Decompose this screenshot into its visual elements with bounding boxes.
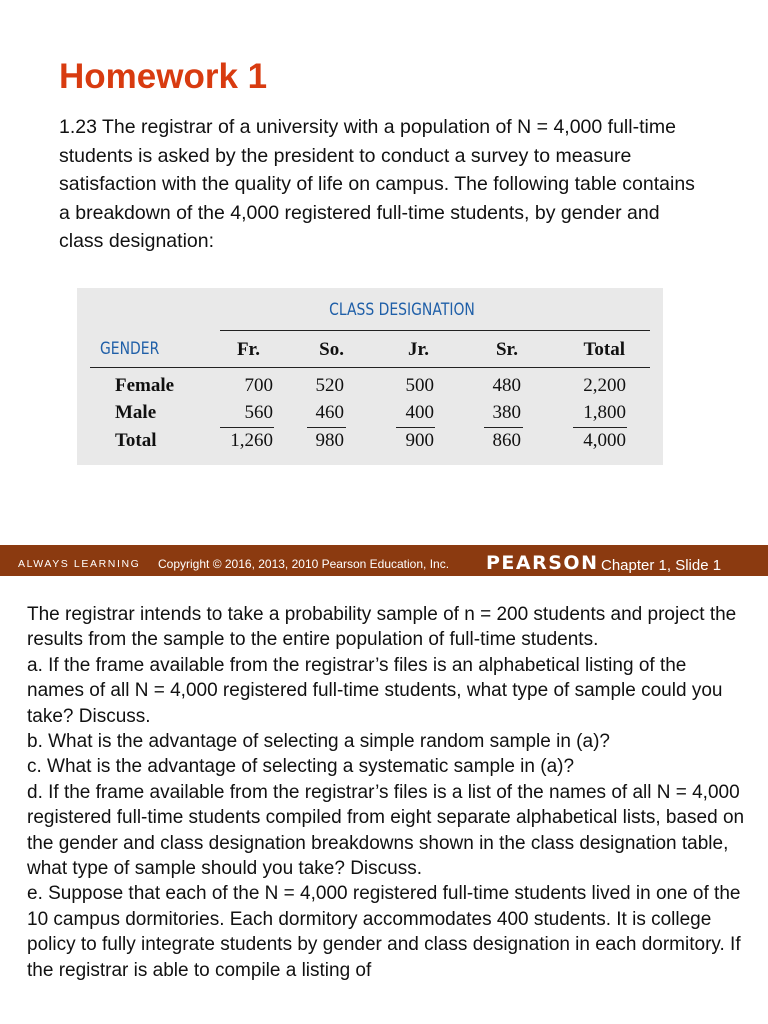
cell-total-jr: 900 [405,430,434,451]
question-b: b. What is the advantage of selecting a simple random sample in (a)? [27,731,610,753]
class-designation-header: CLASS DESIGNATION [329,300,475,320]
slide-title: Homework 1 [59,57,268,96]
col-header-sr: Sr. [495,339,518,360]
notes-paragraph: The registrar intends to take a probability sample of n = 200 students and project the results from the sample to the entire population of full-time students. [27,604,737,651]
cell-male-jr: 400 [405,402,434,423]
cell-male-sr: 380 [492,402,521,423]
question-c: c. What is the advantage of selecting a systematic sample in (a)? [27,756,575,778]
col-header-fr: Fr. [236,339,260,360]
sum-rule-jr [396,427,435,428]
problem-intro: 1.23 The registrar of a university with a population of N = 4,000 full-time students is asked by the president to conduct a survey to measure satisfaction with the quality of life on campus. The following table contains a breakdown of the 4,000 registered full-time students, by gender and class designation: [59,116,695,253]
cell-male-total: 1,800 [583,402,626,423]
question-a: a. If the frame available from the registrar’s files is an alphabetical listing of the names of all N = 4,000 registered full-time students, what type of sample could you take? Discuss. [27,654,723,727]
footer-copyright: Copyright © 2016, 2013, 2010 Pearson Education, Inc. [158,557,450,571]
row-label-total: Total [115,430,157,451]
cell-total-fr: 1,260 [230,430,273,451]
question-d: d. If the frame available from the registrar’s files is a list of the names of all N = 4,000 registered full-time students compiled from eight separate alphabetical lists, based on the gender and class designation breakdowns shown in the class designation table, what type of sample should you take? Discuss. [27,781,745,880]
gender-header: GENDER [100,339,160,359]
sum-rule-fr [220,427,274,428]
cell-male-so: 460 [315,402,344,423]
sum-rule-total [573,427,627,428]
pearson-logo: PEARSON [486,552,599,574]
col-header-so: So. [319,339,344,360]
class-designation-table [77,288,663,465]
cell-female-fr: 700 [244,375,273,396]
footer-chapter-slide: Chapter 1, Slide 1 [601,557,722,574]
cell-total-so: 980 [315,430,344,451]
footer-tagline: ALWAYS LEARNING [18,558,141,570]
col-header-jr: Jr. [408,339,429,360]
cell-female-sr: 480 [492,375,521,396]
sum-rule-so [307,427,346,428]
cell-total-total: 4,000 [583,430,626,451]
col-header-total: Total [583,339,625,360]
slide-footer [0,545,768,576]
cell-female-so: 520 [315,375,344,396]
question-e: e. Suppose that each of the N = 4,000 registered full-time students lived in one of the 10 campus dormitories. Each dormitory accommodates 400 students. It is college policy to fully integrate students by gender and class designation in each dormitory. If the registrar is able to compile a listing of [27,883,741,981]
sum-rule-sr [484,427,523,428]
row-label-female: Female [115,375,175,396]
cell-total-sr: 860 [492,430,521,451]
notes-section [27,602,747,983]
header-rule [220,330,650,331]
row-label-male: Male [115,402,157,423]
cell-female-total: 2,200 [583,375,626,396]
cell-male-fr: 560 [244,402,273,423]
cell-female-jr: 500 [405,375,434,396]
column-rule [90,367,650,368]
